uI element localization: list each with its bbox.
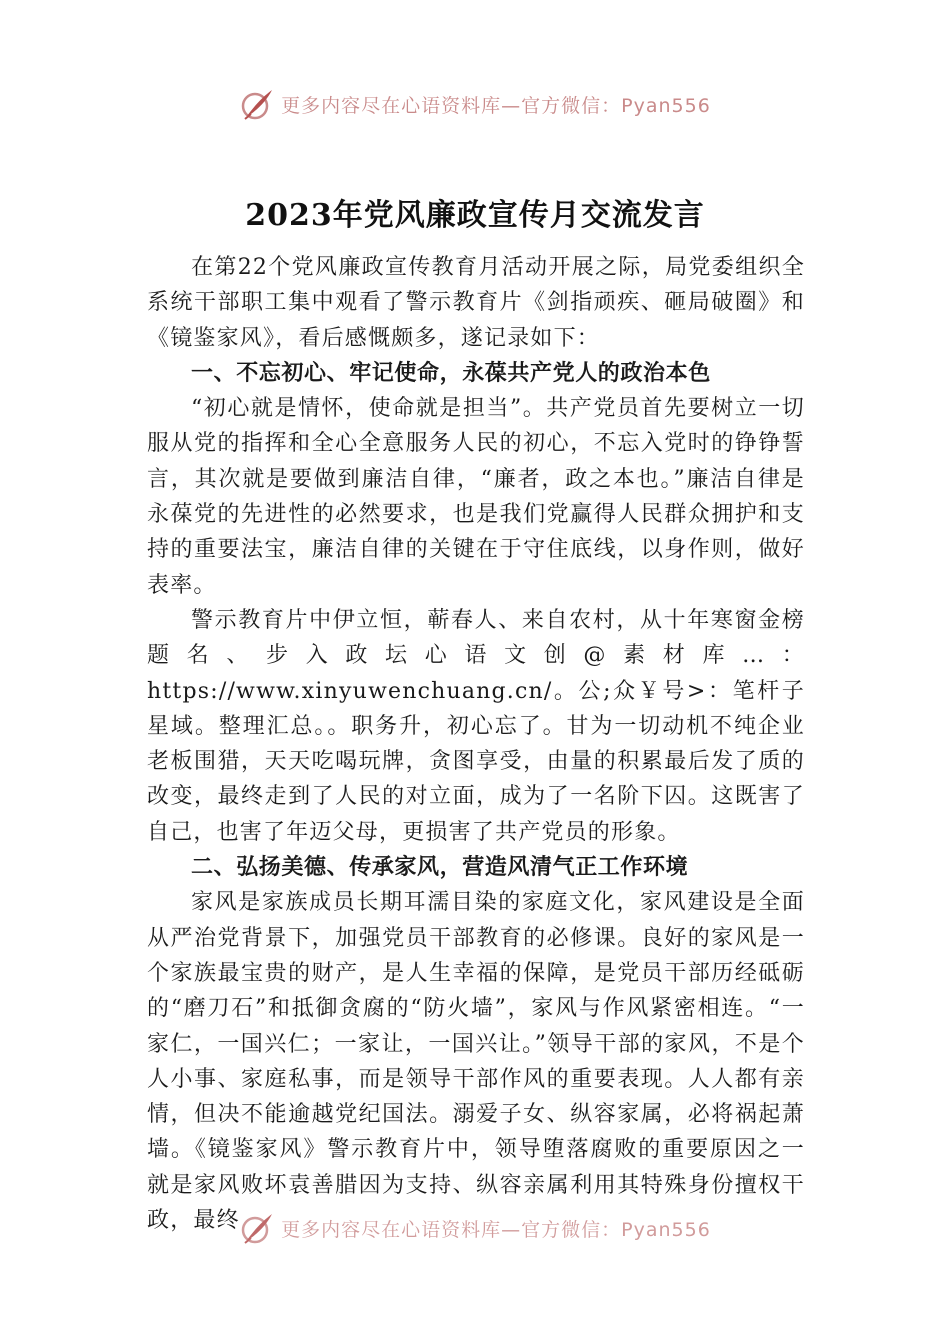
quill-logo-icon [239,1210,275,1246]
watermark-text: 更多内容尽在心语资料库—官方微信：Pyan556 [281,1218,711,1241]
paragraph-intro: 在第22个党风廉政宣传教育月活动开展之际，局党委组织全系统干部职工集中观看了警示教育片《剑指顽疾、砸局破圈》和《镜鉴家风》，看后感慨颇多，遂记录如下： [147,255,805,351]
paragraph-2: 警示教育片中伊立恒，蕲春人、来自农村，从十年寒窗金榜题名、步入政坛心语文创@素材库…：https://www.xinyuwenchuang.cn/。公;众￥号>：笔杆子星域。整理汇总。。职务升，初心忘了。甘为一切动机不纯企业老板围猎，天天吃喝玩牌，贪图享受，由量的积累最后发了质的改变，最终走到了人民的对立面，成为了一名阶下囚。这既害了自己，也害了年迈父母，更损害了共产党员的形象。 [147,607,805,845]
watermark-text: 更多内容尽在心语资料库—官方微信：Pyan556 [281,94,711,117]
watermark-header [0,86,950,122]
watermark-footer [0,1210,950,1246]
document-body [147,250,805,1238]
quill-logo-icon [239,86,275,122]
document-title: 2023年党风廉政宣传月交流发言 [245,198,705,233]
paragraph-3: 家风是家族成员长期耳濡目染的家庭文化，家风建设是全面从严治党背景下，加强党员干部教育的必修课。良好的家风是一个家族最宝贵的财产，是人生幸福的保障，是党员干部历经砥砺的“磨刀石”和抵御贪腐的“防火墙”，家风与作风紧密相连。“一家仁，一国兴仁；一家让，一国兴让。”领导干部的家风，不是个人小事、家庭私事，而是领导干部作风的重要表现。人人都有亲情，但决不能逾越党纪国法。溺爱子女、纵容家属，必将祸起萧墙。《镜鉴家风》警示教育片中，领导堕落腐败的重要原因之一就是家风败坏袁善腊因为支持、纵容亲属利用其特殊身份擅权干政，最终 [147,890,805,1234]
section-heading-1: 一、不忘初心、牢记使命，永葆共产党人的政治本色 [191,360,711,386]
paragraph-1: “初心就是情怀，使命就是担当”。共产党员首先要树立一切服从党的指挥和全心全意服务人民的初心，不忘入党时的铮铮誓言，其次就是要做到廉洁自律，“廉者，政之本也。”廉洁自律是永葆党的先进性的必然要求，也是我们党赢得人民群众拥护和支持的重要法宝，廉洁自律的关键在于守住底线，以身作则，做好表率。 [147,396,805,598]
section-heading-2: 二、弘扬美德、传承家风，营造风清气正工作环境 [191,855,689,881]
